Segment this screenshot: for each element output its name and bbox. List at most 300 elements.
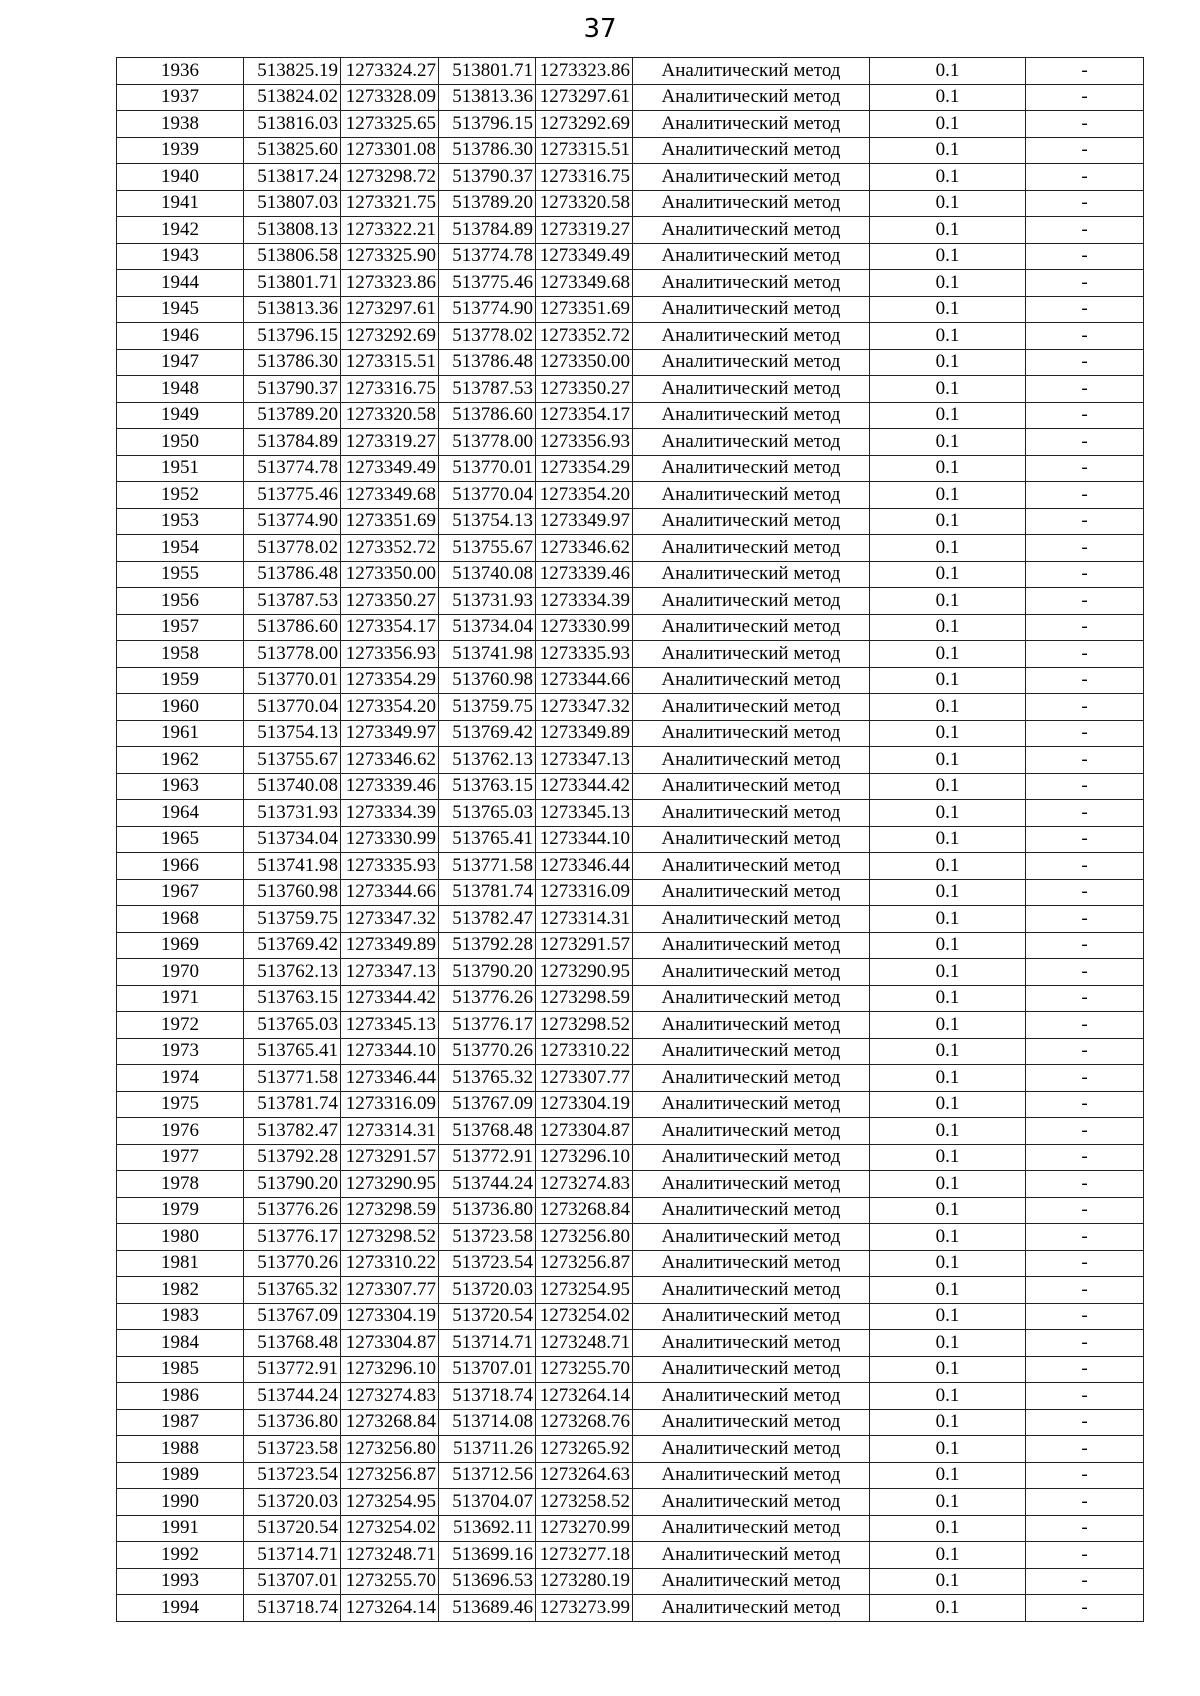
note-cell: - (1026, 879, 1144, 906)
x-coordinate: 513792.28 (244, 1144, 341, 1171)
method-cell: Аналитический метод (633, 376, 870, 403)
method-cell: Аналитический метод (633, 932, 870, 959)
x-coordinate: 513778.00 (244, 641, 341, 668)
y-coordinate-2: 1273255.70 (536, 1356, 633, 1383)
x-coordinate: 513774.78 (244, 455, 341, 482)
table-row (117, 561, 1144, 588)
y-coordinate: 1273256.87 (341, 1462, 439, 1489)
table-row (117, 508, 1144, 535)
y-coordinate: 1273274.83 (341, 1383, 439, 1410)
accuracy-cell: 0.1 (870, 402, 1026, 429)
x-coordinate: 513806.58 (244, 243, 341, 270)
method-cell: Аналитический метод (633, 588, 870, 615)
accuracy-cell: 0.1 (870, 588, 1026, 615)
accuracy-cell: 0.1 (870, 243, 1026, 270)
y-coordinate-2: 1273320.58 (536, 190, 633, 217)
x-coordinate-2: 513699.16 (439, 1542, 536, 1569)
y-coordinate: 1273316.09 (341, 1091, 439, 1118)
accuracy-cell: 0.1 (870, 1091, 1026, 1118)
x-coordinate-2: 513786.30 (439, 137, 536, 164)
point-number: 1959 (117, 667, 244, 694)
y-coordinate: 1273316.75 (341, 376, 439, 403)
y-coordinate-2: 1273316.09 (536, 879, 633, 906)
accuracy-cell: 0.1 (870, 1224, 1026, 1251)
note-cell: - (1026, 58, 1144, 85)
method-cell: Аналитический метод (633, 535, 870, 562)
note-cell: - (1026, 429, 1144, 456)
point-number: 1976 (117, 1118, 244, 1145)
x-coordinate-2: 513762.13 (439, 747, 536, 774)
table-row (117, 1091, 1144, 1118)
point-number: 1992 (117, 1542, 244, 1569)
y-coordinate: 1273349.89 (341, 932, 439, 959)
y-coordinate-2: 1273356.93 (536, 429, 633, 456)
accuracy-cell: 0.1 (870, 1250, 1026, 1277)
x-coordinate: 513731.93 (244, 800, 341, 827)
note-cell: - (1026, 1091, 1144, 1118)
method-cell: Аналитический метод (633, 1012, 870, 1039)
note-cell: - (1026, 694, 1144, 721)
method-cell: Аналитический метод (633, 482, 870, 509)
x-coordinate-2: 513774.78 (439, 243, 536, 270)
y-coordinate: 1273356.93 (341, 641, 439, 668)
note-cell: - (1026, 641, 1144, 668)
method-cell: Аналитический метод (633, 826, 870, 853)
accuracy-cell: 0.1 (870, 455, 1026, 482)
accuracy-cell: 0.1 (870, 508, 1026, 535)
point-number: 1963 (117, 773, 244, 800)
x-coordinate: 513774.90 (244, 508, 341, 535)
point-number: 1948 (117, 376, 244, 403)
x-coordinate-2: 513770.01 (439, 455, 536, 482)
note-cell: - (1026, 164, 1144, 191)
y-coordinate-2: 1273354.20 (536, 482, 633, 509)
method-cell: Аналитический метод (633, 667, 870, 694)
note-cell: - (1026, 826, 1144, 853)
x-coordinate: 513790.37 (244, 376, 341, 403)
y-coordinate-2: 1273274.83 (536, 1171, 633, 1198)
x-coordinate: 513718.74 (244, 1595, 341, 1622)
y-coordinate: 1273354.20 (341, 694, 439, 721)
method-cell: Аналитический метод (633, 773, 870, 800)
table-row (117, 58, 1144, 85)
table-row (117, 296, 1144, 323)
table-row (117, 906, 1144, 933)
x-coordinate-2: 513775.46 (439, 270, 536, 297)
accuracy-cell: 0.1 (870, 482, 1026, 509)
note-cell: - (1026, 588, 1144, 615)
y-coordinate: 1273248.71 (341, 1542, 439, 1569)
y-coordinate-2: 1273310.22 (536, 1038, 633, 1065)
note-cell: - (1026, 1144, 1144, 1171)
table-row (117, 1144, 1144, 1171)
accuracy-cell: 0.1 (870, 376, 1026, 403)
accuracy-cell: 0.1 (870, 906, 1026, 933)
y-coordinate-2: 1273291.57 (536, 932, 633, 959)
x-coordinate-2: 513741.98 (439, 641, 536, 668)
accuracy-cell: 0.1 (870, 1383, 1026, 1410)
method-cell: Аналитический метод (633, 1515, 870, 1542)
y-coordinate: 1273298.52 (341, 1224, 439, 1251)
point-number: 1981 (117, 1250, 244, 1277)
x-coordinate: 513772.91 (244, 1356, 341, 1383)
y-coordinate: 1273354.17 (341, 614, 439, 641)
x-coordinate-2: 513769.42 (439, 720, 536, 747)
x-coordinate: 513789.20 (244, 402, 341, 429)
x-coordinate-2: 513767.09 (439, 1091, 536, 1118)
note-cell: - (1026, 614, 1144, 641)
x-coordinate: 513770.01 (244, 667, 341, 694)
x-coordinate-2: 513714.08 (439, 1409, 536, 1436)
table-row (117, 84, 1144, 111)
note-cell: - (1026, 1436, 1144, 1463)
table-row (117, 826, 1144, 853)
x-coordinate: 513787.53 (244, 588, 341, 615)
point-number: 1986 (117, 1383, 244, 1410)
x-coordinate-2: 513786.60 (439, 402, 536, 429)
y-coordinate: 1273346.44 (341, 1065, 439, 1092)
method-cell: Аналитический метод (633, 1330, 870, 1357)
table-row (117, 376, 1144, 403)
y-coordinate: 1273347.13 (341, 959, 439, 986)
x-coordinate: 513786.30 (244, 349, 341, 376)
table-row (117, 641, 1144, 668)
coordinates-table (116, 57, 1144, 1622)
note-cell: - (1026, 1356, 1144, 1383)
x-coordinate-2: 513689.46 (439, 1595, 536, 1622)
point-number: 1985 (117, 1356, 244, 1383)
note-cell: - (1026, 773, 1144, 800)
point-number: 1991 (117, 1515, 244, 1542)
y-coordinate-2: 1273268.84 (536, 1197, 633, 1224)
table-row (117, 482, 1144, 509)
note-cell: - (1026, 1542, 1144, 1569)
note-cell: - (1026, 349, 1144, 376)
x-coordinate: 513723.58 (244, 1436, 341, 1463)
x-coordinate: 513765.32 (244, 1277, 341, 1304)
method-cell: Аналитический метод (633, 1436, 870, 1463)
y-coordinate: 1273350.00 (341, 561, 439, 588)
point-number: 1939 (117, 137, 244, 164)
point-number: 1960 (117, 694, 244, 721)
method-cell: Аналитический метод (633, 111, 870, 138)
accuracy-cell: 0.1 (870, 164, 1026, 191)
x-coordinate-2: 513696.53 (439, 1568, 536, 1595)
y-coordinate: 1273328.09 (341, 84, 439, 111)
note-cell: - (1026, 800, 1144, 827)
x-coordinate-2: 513796.15 (439, 111, 536, 138)
note-cell: - (1026, 667, 1144, 694)
y-coordinate: 1273319.27 (341, 429, 439, 456)
accuracy-cell: 0.1 (870, 111, 1026, 138)
x-coordinate-2: 513754.13 (439, 508, 536, 535)
y-coordinate-2: 1273277.18 (536, 1542, 633, 1569)
table-row (117, 1250, 1144, 1277)
point-number: 1980 (117, 1224, 244, 1251)
note-cell: - (1026, 111, 1144, 138)
method-cell: Аналитический метод (633, 323, 870, 350)
y-coordinate: 1273330.99 (341, 826, 439, 853)
y-coordinate: 1273292.69 (341, 323, 439, 350)
x-coordinate-2: 513778.00 (439, 429, 536, 456)
x-coordinate: 513790.20 (244, 1171, 341, 1198)
method-cell: Аналитический метод (633, 1091, 870, 1118)
y-coordinate-2: 1273354.29 (536, 455, 633, 482)
table-row (117, 879, 1144, 906)
y-coordinate: 1273264.14 (341, 1595, 439, 1622)
accuracy-cell: 0.1 (870, 932, 1026, 959)
point-number: 1989 (117, 1462, 244, 1489)
y-coordinate-2: 1273314.31 (536, 906, 633, 933)
x-coordinate-2: 513712.56 (439, 1462, 536, 1489)
y-coordinate-2: 1273264.63 (536, 1462, 633, 1489)
y-coordinate: 1273345.13 (341, 1012, 439, 1039)
method-cell: Аналитический метод (633, 800, 870, 827)
accuracy-cell: 0.1 (870, 1277, 1026, 1304)
point-number: 1938 (117, 111, 244, 138)
point-number: 1993 (117, 1568, 244, 1595)
table-row (117, 137, 1144, 164)
accuracy-cell: 0.1 (870, 1595, 1026, 1622)
y-coordinate-2: 1273264.14 (536, 1383, 633, 1410)
x-coordinate-2: 513731.93 (439, 588, 536, 615)
method-cell: Аналитический метод (633, 985, 870, 1012)
table-row (117, 402, 1144, 429)
accuracy-cell: 0.1 (870, 429, 1026, 456)
x-coordinate-2: 513790.37 (439, 164, 536, 191)
note-cell: - (1026, 217, 1144, 244)
y-coordinate: 1273296.10 (341, 1356, 439, 1383)
x-coordinate: 513782.47 (244, 1118, 341, 1145)
method-cell: Аналитический метод (633, 720, 870, 747)
x-coordinate-2: 513760.98 (439, 667, 536, 694)
method-cell: Аналитический метод (633, 349, 870, 376)
y-coordinate-2: 1273258.52 (536, 1489, 633, 1516)
x-coordinate: 513807.03 (244, 190, 341, 217)
y-coordinate: 1273350.27 (341, 588, 439, 615)
method-cell: Аналитический метод (633, 1038, 870, 1065)
y-coordinate: 1273298.59 (341, 1197, 439, 1224)
accuracy-cell: 0.1 (870, 853, 1026, 880)
note-cell: - (1026, 1568, 1144, 1595)
x-coordinate: 513808.13 (244, 217, 341, 244)
y-coordinate-2: 1273351.69 (536, 296, 633, 323)
y-coordinate: 1273256.80 (341, 1436, 439, 1463)
note-cell: - (1026, 270, 1144, 297)
accuracy-cell: 0.1 (870, 641, 1026, 668)
y-coordinate: 1273351.69 (341, 508, 439, 535)
note-cell: - (1026, 1383, 1144, 1410)
method-cell: Аналитический метод (633, 906, 870, 933)
note-cell: - (1026, 1409, 1144, 1436)
accuracy-cell: 0.1 (870, 1515, 1026, 1542)
method-cell: Аналитический метод (633, 58, 870, 85)
y-coordinate-2: 1273347.32 (536, 694, 633, 721)
accuracy-cell: 0.1 (870, 137, 1026, 164)
table-row (117, 164, 1144, 191)
x-coordinate: 513781.74 (244, 1091, 341, 1118)
table-row (117, 588, 1144, 615)
x-coordinate: 513825.19 (244, 58, 341, 85)
x-coordinate-2: 513776.17 (439, 1012, 536, 1039)
x-coordinate: 513734.04 (244, 826, 341, 853)
accuracy-cell: 0.1 (870, 1118, 1026, 1145)
note-cell: - (1026, 1489, 1144, 1516)
note-cell: - (1026, 1038, 1144, 1065)
point-number: 1975 (117, 1091, 244, 1118)
method-cell: Аналитический метод (633, 959, 870, 986)
y-coordinate-2: 1273344.10 (536, 826, 633, 853)
method-cell: Аналитический метод (633, 614, 870, 641)
y-coordinate-2: 1273349.97 (536, 508, 633, 535)
x-coordinate-2: 513723.58 (439, 1224, 536, 1251)
y-coordinate: 1273335.93 (341, 853, 439, 880)
note-cell: - (1026, 1595, 1144, 1622)
y-coordinate: 1273290.95 (341, 1171, 439, 1198)
point-number: 1971 (117, 985, 244, 1012)
table-row (117, 243, 1144, 270)
table-row (117, 190, 1144, 217)
point-number: 1955 (117, 561, 244, 588)
y-coordinate-2: 1273345.13 (536, 800, 633, 827)
table-row (117, 1409, 1144, 1436)
x-coordinate-2: 513711.26 (439, 1436, 536, 1463)
point-number: 1967 (117, 879, 244, 906)
method-cell: Аналитический метод (633, 164, 870, 191)
table-row (117, 270, 1144, 297)
y-coordinate-2: 1273346.62 (536, 535, 633, 562)
method-cell: Аналитический метод (633, 1595, 870, 1622)
x-coordinate-2: 513790.20 (439, 959, 536, 986)
method-cell: Аналитический метод (633, 1197, 870, 1224)
table-row (117, 1197, 1144, 1224)
y-coordinate-2: 1273298.59 (536, 985, 633, 1012)
x-coordinate-2: 513772.91 (439, 1144, 536, 1171)
y-coordinate-2: 1273330.99 (536, 614, 633, 641)
x-coordinate-2: 513776.26 (439, 985, 536, 1012)
x-coordinate-2: 513714.71 (439, 1330, 536, 1357)
note-cell: - (1026, 323, 1144, 350)
point-number: 1950 (117, 429, 244, 456)
y-coordinate: 1273304.19 (341, 1303, 439, 1330)
y-coordinate-2: 1273248.71 (536, 1330, 633, 1357)
note-cell: - (1026, 747, 1144, 774)
y-coordinate-2: 1273254.02 (536, 1303, 633, 1330)
x-coordinate: 513768.48 (244, 1330, 341, 1357)
method-cell: Аналитический метод (633, 694, 870, 721)
table-row (117, 1595, 1144, 1622)
x-coordinate-2: 513720.54 (439, 1303, 536, 1330)
accuracy-cell: 0.1 (870, 323, 1026, 350)
x-coordinate-2: 513792.28 (439, 932, 536, 959)
table-row (117, 323, 1144, 350)
y-coordinate-2: 1273334.39 (536, 588, 633, 615)
point-number: 1945 (117, 296, 244, 323)
accuracy-cell: 0.1 (870, 1171, 1026, 1198)
x-coordinate: 513816.03 (244, 111, 341, 138)
accuracy-cell: 0.1 (870, 1409, 1026, 1436)
point-number: 1944 (117, 270, 244, 297)
method-cell: Аналитический метод (633, 455, 870, 482)
y-coordinate-2: 1273273.99 (536, 1595, 633, 1622)
y-coordinate-2: 1273297.61 (536, 84, 633, 111)
y-coordinate-2: 1273339.46 (536, 561, 633, 588)
point-number: 1947 (117, 349, 244, 376)
accuracy-cell: 0.1 (870, 985, 1026, 1012)
x-coordinate: 513801.71 (244, 270, 341, 297)
y-coordinate-2: 1273268.76 (536, 1409, 633, 1436)
table-row (117, 1038, 1144, 1065)
accuracy-cell: 0.1 (870, 800, 1026, 827)
table-row (117, 1118, 1144, 1145)
table-row (117, 1462, 1144, 1489)
table-row (117, 111, 1144, 138)
y-coordinate: 1273339.46 (341, 773, 439, 800)
note-cell: - (1026, 561, 1144, 588)
method-cell: Аналитический метод (633, 402, 870, 429)
method-cell: Аналитический метод (633, 1383, 870, 1410)
x-coordinate-2: 513789.20 (439, 190, 536, 217)
note-cell: - (1026, 1118, 1144, 1145)
note-cell: - (1026, 137, 1144, 164)
method-cell: Аналитический метод (633, 243, 870, 270)
y-coordinate: 1273344.42 (341, 985, 439, 1012)
x-coordinate-2: 513784.89 (439, 217, 536, 244)
method-cell: Аналитический метод (633, 1065, 870, 1092)
x-coordinate-2: 513744.24 (439, 1171, 536, 1198)
x-coordinate-2: 513765.03 (439, 800, 536, 827)
table-body (117, 58, 1144, 1622)
y-coordinate: 1273324.27 (341, 58, 439, 85)
note-cell: - (1026, 1224, 1144, 1251)
x-coordinate: 513744.24 (244, 1383, 341, 1410)
x-coordinate-2: 513781.74 (439, 879, 536, 906)
note-cell: - (1026, 959, 1144, 986)
y-coordinate: 1273349.68 (341, 482, 439, 509)
page-number: 37 (583, 14, 617, 44)
x-coordinate-2: 513718.74 (439, 1383, 536, 1410)
y-coordinate-2: 1273319.27 (536, 217, 633, 244)
table-row (117, 1515, 1144, 1542)
y-coordinate: 1273320.58 (341, 402, 439, 429)
note-cell: - (1026, 1303, 1144, 1330)
y-coordinate-2: 1273335.93 (536, 641, 633, 668)
accuracy-cell: 0.1 (870, 826, 1026, 853)
note-cell: - (1026, 535, 1144, 562)
point-number: 1982 (117, 1277, 244, 1304)
y-coordinate-2: 1273350.27 (536, 376, 633, 403)
point-number: 1966 (117, 853, 244, 880)
point-number: 1940 (117, 164, 244, 191)
x-coordinate-2: 513778.02 (439, 323, 536, 350)
y-coordinate: 1273349.97 (341, 720, 439, 747)
x-coordinate-2: 513765.41 (439, 826, 536, 853)
y-coordinate: 1273254.95 (341, 1489, 439, 1516)
table-row (117, 1303, 1144, 1330)
point-number: 1942 (117, 217, 244, 244)
accuracy-cell: 0.1 (870, 1462, 1026, 1489)
table-row (117, 694, 1144, 721)
method-cell: Аналитический метод (633, 84, 870, 111)
note-cell: - (1026, 455, 1144, 482)
y-coordinate-2: 1273350.00 (536, 349, 633, 376)
accuracy-cell: 0.1 (870, 614, 1026, 641)
note-cell: - (1026, 853, 1144, 880)
y-coordinate: 1273297.61 (341, 296, 439, 323)
table-row (117, 853, 1144, 880)
y-coordinate: 1273315.51 (341, 349, 439, 376)
accuracy-cell: 0.1 (870, 747, 1026, 774)
